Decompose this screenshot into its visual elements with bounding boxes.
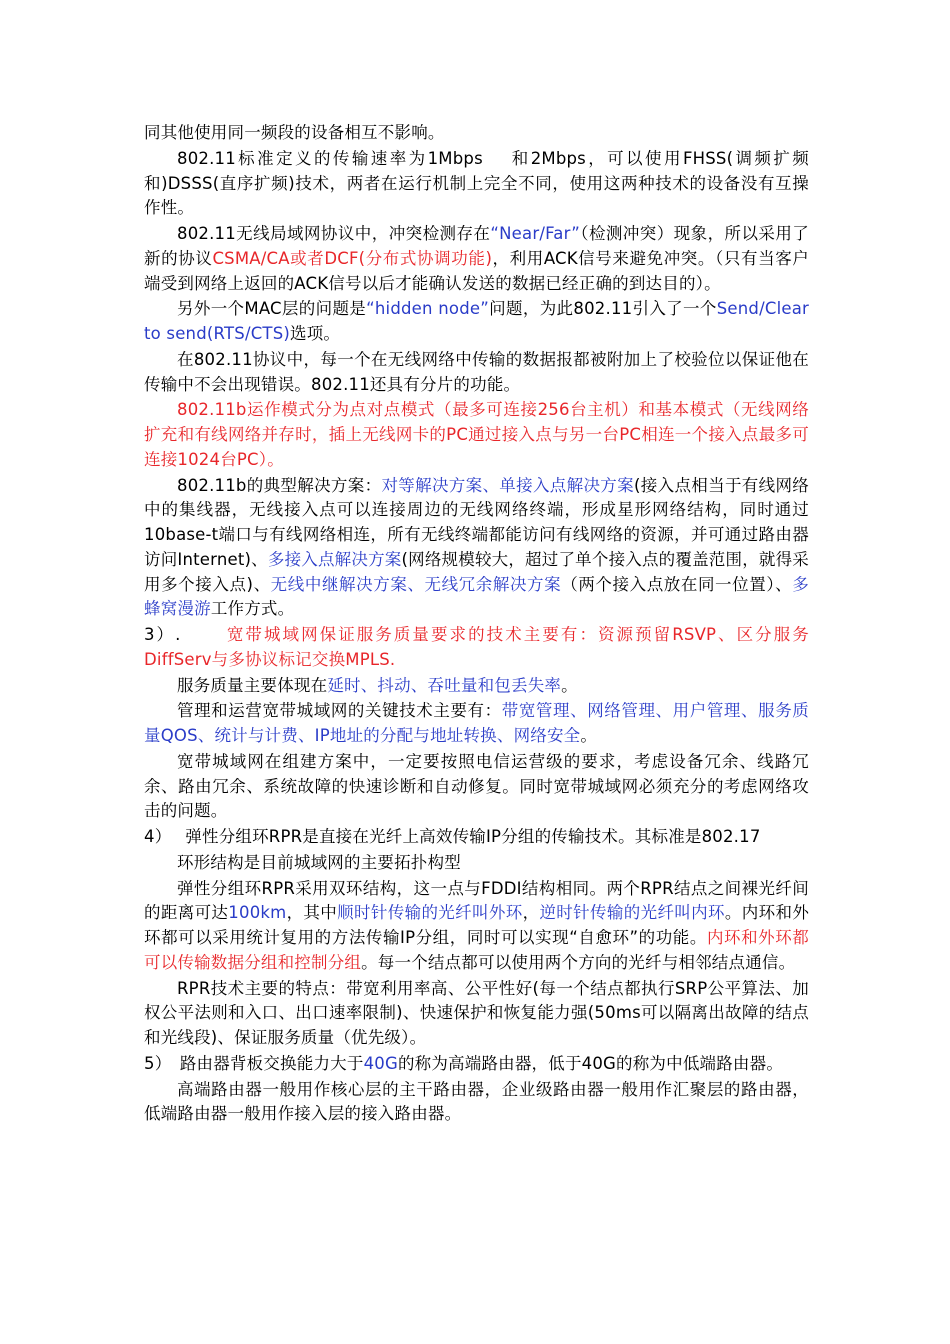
highlight-blue-text: “hidden node” [366, 299, 490, 319]
text-run: (接入点相当于有线网络中的集线器，无线接入点可以连接周边的无线网络终端，形成星形网络结构，同时通过10base-t端口与有线网络相连，所有无线终端都能访问有线网络的资源，并可通过路由器访问Internet)、 [144, 475, 810, 569]
text-run: ，其中 [286, 903, 338, 923]
highlight-red-text: CSMA/CA或者DCF(分布式协调功能) [212, 248, 493, 268]
highlight-blue-text: 延时、抖动、吞吐量和包丢失率 [327, 675, 562, 695]
highlight-red-text: 宽带城域网保证服务质量要求的技术主要有：资源预留RSVP、区分服务DiffServ与多协议标记交换MPLS. [144, 625, 809, 669]
highlight-red-text: 内环和外环都可以传输数据分组和控制分组 [144, 928, 809, 972]
paragraph [144, 699, 809, 749]
text-run: 5） 路由器背板交换能力大于 [144, 1053, 364, 1073]
text-run: 选项。 [290, 324, 341, 343]
paragraph [144, 674, 809, 699]
paragraph [144, 1052, 809, 1077]
paragraph [144, 474, 809, 623]
text-run: 宽带城域网在组建方案中，一定要按照电信运营级的要求，考虑设备冗余、线路冗余、路由冗余、系统故障的快速诊断和自动修复。同时宽带城域网必须充分的考虑网络攻击的问题。 [144, 751, 809, 821]
paragraph [144, 121, 809, 146]
text-run: 另外一个MAC层的问题是 [177, 299, 367, 319]
highlight-red-text: 802.11b运作模式分为点对点模式（最多可连接256台主机）和基本模式（无线网络扩充和有线网络并存时，插上无线网卡的PC通过接入点与另一台PC相连一个接入点最多可连接1024台PC）。 [144, 400, 809, 469]
text-run: 工作方式。 [210, 599, 295, 619]
highlight-blue-text: 多蜂窝漫游 [144, 574, 809, 619]
paragraph [144, 348, 809, 398]
highlight-blue-text: 带宽管理、网络管理、用户管理、服务质量QOS、统计与计费、IP地址的分配与地址转换、网络安全 [144, 701, 809, 745]
text-run: 问题，为此802.11引入了一个 [489, 299, 717, 319]
text-run: 802.11b的典型解决方案： [177, 475, 382, 495]
text-run: 。 [580, 726, 598, 745]
paragraph [144, 825, 809, 850]
text-run: 在802.11协议中，每一个在无线网络中传输的数据报都被附加上了校验位以保证他在传输中不会出现错误。802.11还具有分片的功能。 [144, 349, 809, 394]
text-run: 。内环和外环都可以采用统计复用的方法传输IP分组，同时可以实现“自愈环”的功能。 [144, 903, 810, 947]
text-run: 高端路由器一般用作核心层的主干路由器，企业级路由器一般用作汇聚层的路由器，低端路由器一般用作接入层的接入路由器。 [144, 1079, 809, 1124]
highlight-blue-text: 40G [363, 1053, 398, 1073]
text-run: 4） 弹性分组环RPR是直接在光纤上高效传输IP分组的传输技术。其标准是802.17 [144, 827, 761, 846]
text-run: 3）. [144, 625, 227, 644]
text-run: 802.11无线局域网协议中，冲突检测存在 [177, 224, 491, 243]
paragraph [144, 147, 809, 221]
text-run: 同其他使用同一频段的设备相互不影响。 [144, 123, 445, 142]
highlight-blue-text: 逆时针传输的光纤叫内环 [539, 903, 725, 923]
highlight-blue-text: 100km [228, 903, 287, 923]
paragraph [144, 977, 809, 1051]
highlight-blue-text: “Near/Far” [490, 224, 580, 243]
highlight-blue-text: 无线中继解决方案、无线冗余解决方案 [270, 574, 562, 594]
text-run: 弹性分组环RPR采用双环结构，这一点与FDDI结构相同。两个RPR结点之间裸光纤间的距离可达 [144, 878, 809, 923]
highlight-blue-text: 对等解决方案、单接入点解决方案 [381, 475, 634, 495]
paragraph [144, 297, 809, 347]
highlight-blue-text: Send/Clear to send(RTS/CTS) [144, 299, 810, 343]
paragraph [144, 851, 809, 876]
text-run: 的称为高端路由器，低于40G的称为中低端路由器。 [397, 1053, 784, 1073]
paragraph [144, 222, 809, 296]
text-run: 。 [561, 675, 578, 695]
text-run: RPR技术主要的特点：带宽利用率高、公平性好(每一个结点都执行SRP公平算法、加权公平法则和入口、出口速率限制)、快速保护和恢复能力强(50ms可以隔离出故障的结点和光线段)、保证服务质量（优先级）。 [144, 978, 809, 1047]
paragraph [144, 877, 809, 976]
highlight-blue-text: 顺时针传输的光纤叫外环 [337, 903, 523, 923]
highlight-blue-text: 多接入点解决方案 [267, 549, 402, 569]
paragraph [144, 623, 809, 673]
document-body [144, 120, 809, 1127]
text-run: （两个接入点放在同一位置）、 [561, 574, 793, 594]
paragraph [144, 1078, 809, 1128]
text-run: (网络规模较大，超过了单个接入点的覆盖范围，就得采用多个接入点)、 [144, 549, 809, 594]
text-run: 802.11标准定义的传输速率为1Mbps 和2Mbps，可以使用FHSS(调频扩频和)DSSS(直序扩频)技术，两者在运行机制上完全不同，使用这两种技术的设备没有互操作性。 [144, 148, 809, 218]
paragraph [144, 398, 809, 472]
text-run: ， [522, 903, 540, 923]
text-run: 。每一个结点都可以使用两个方向的光纤与相邻结点通信。 [361, 952, 796, 972]
text-run: 服务质量主要体现在 [177, 675, 328, 695]
text-run: 环形结构是目前城域网的主要拓扑构型 [177, 852, 461, 872]
text-run: （检测冲突）现象，所以采用了新的协议 [144, 224, 809, 268]
text-run: ，利用ACK信号来避免冲突。（只有当客户端受到网络上返回的ACK信号以后才能确认发送的数据已经正确的到达目的）。 [144, 248, 809, 293]
text-run: 管理和运营宽带城域网的关键技术主要有： [177, 701, 502, 721]
paragraph [144, 750, 809, 824]
